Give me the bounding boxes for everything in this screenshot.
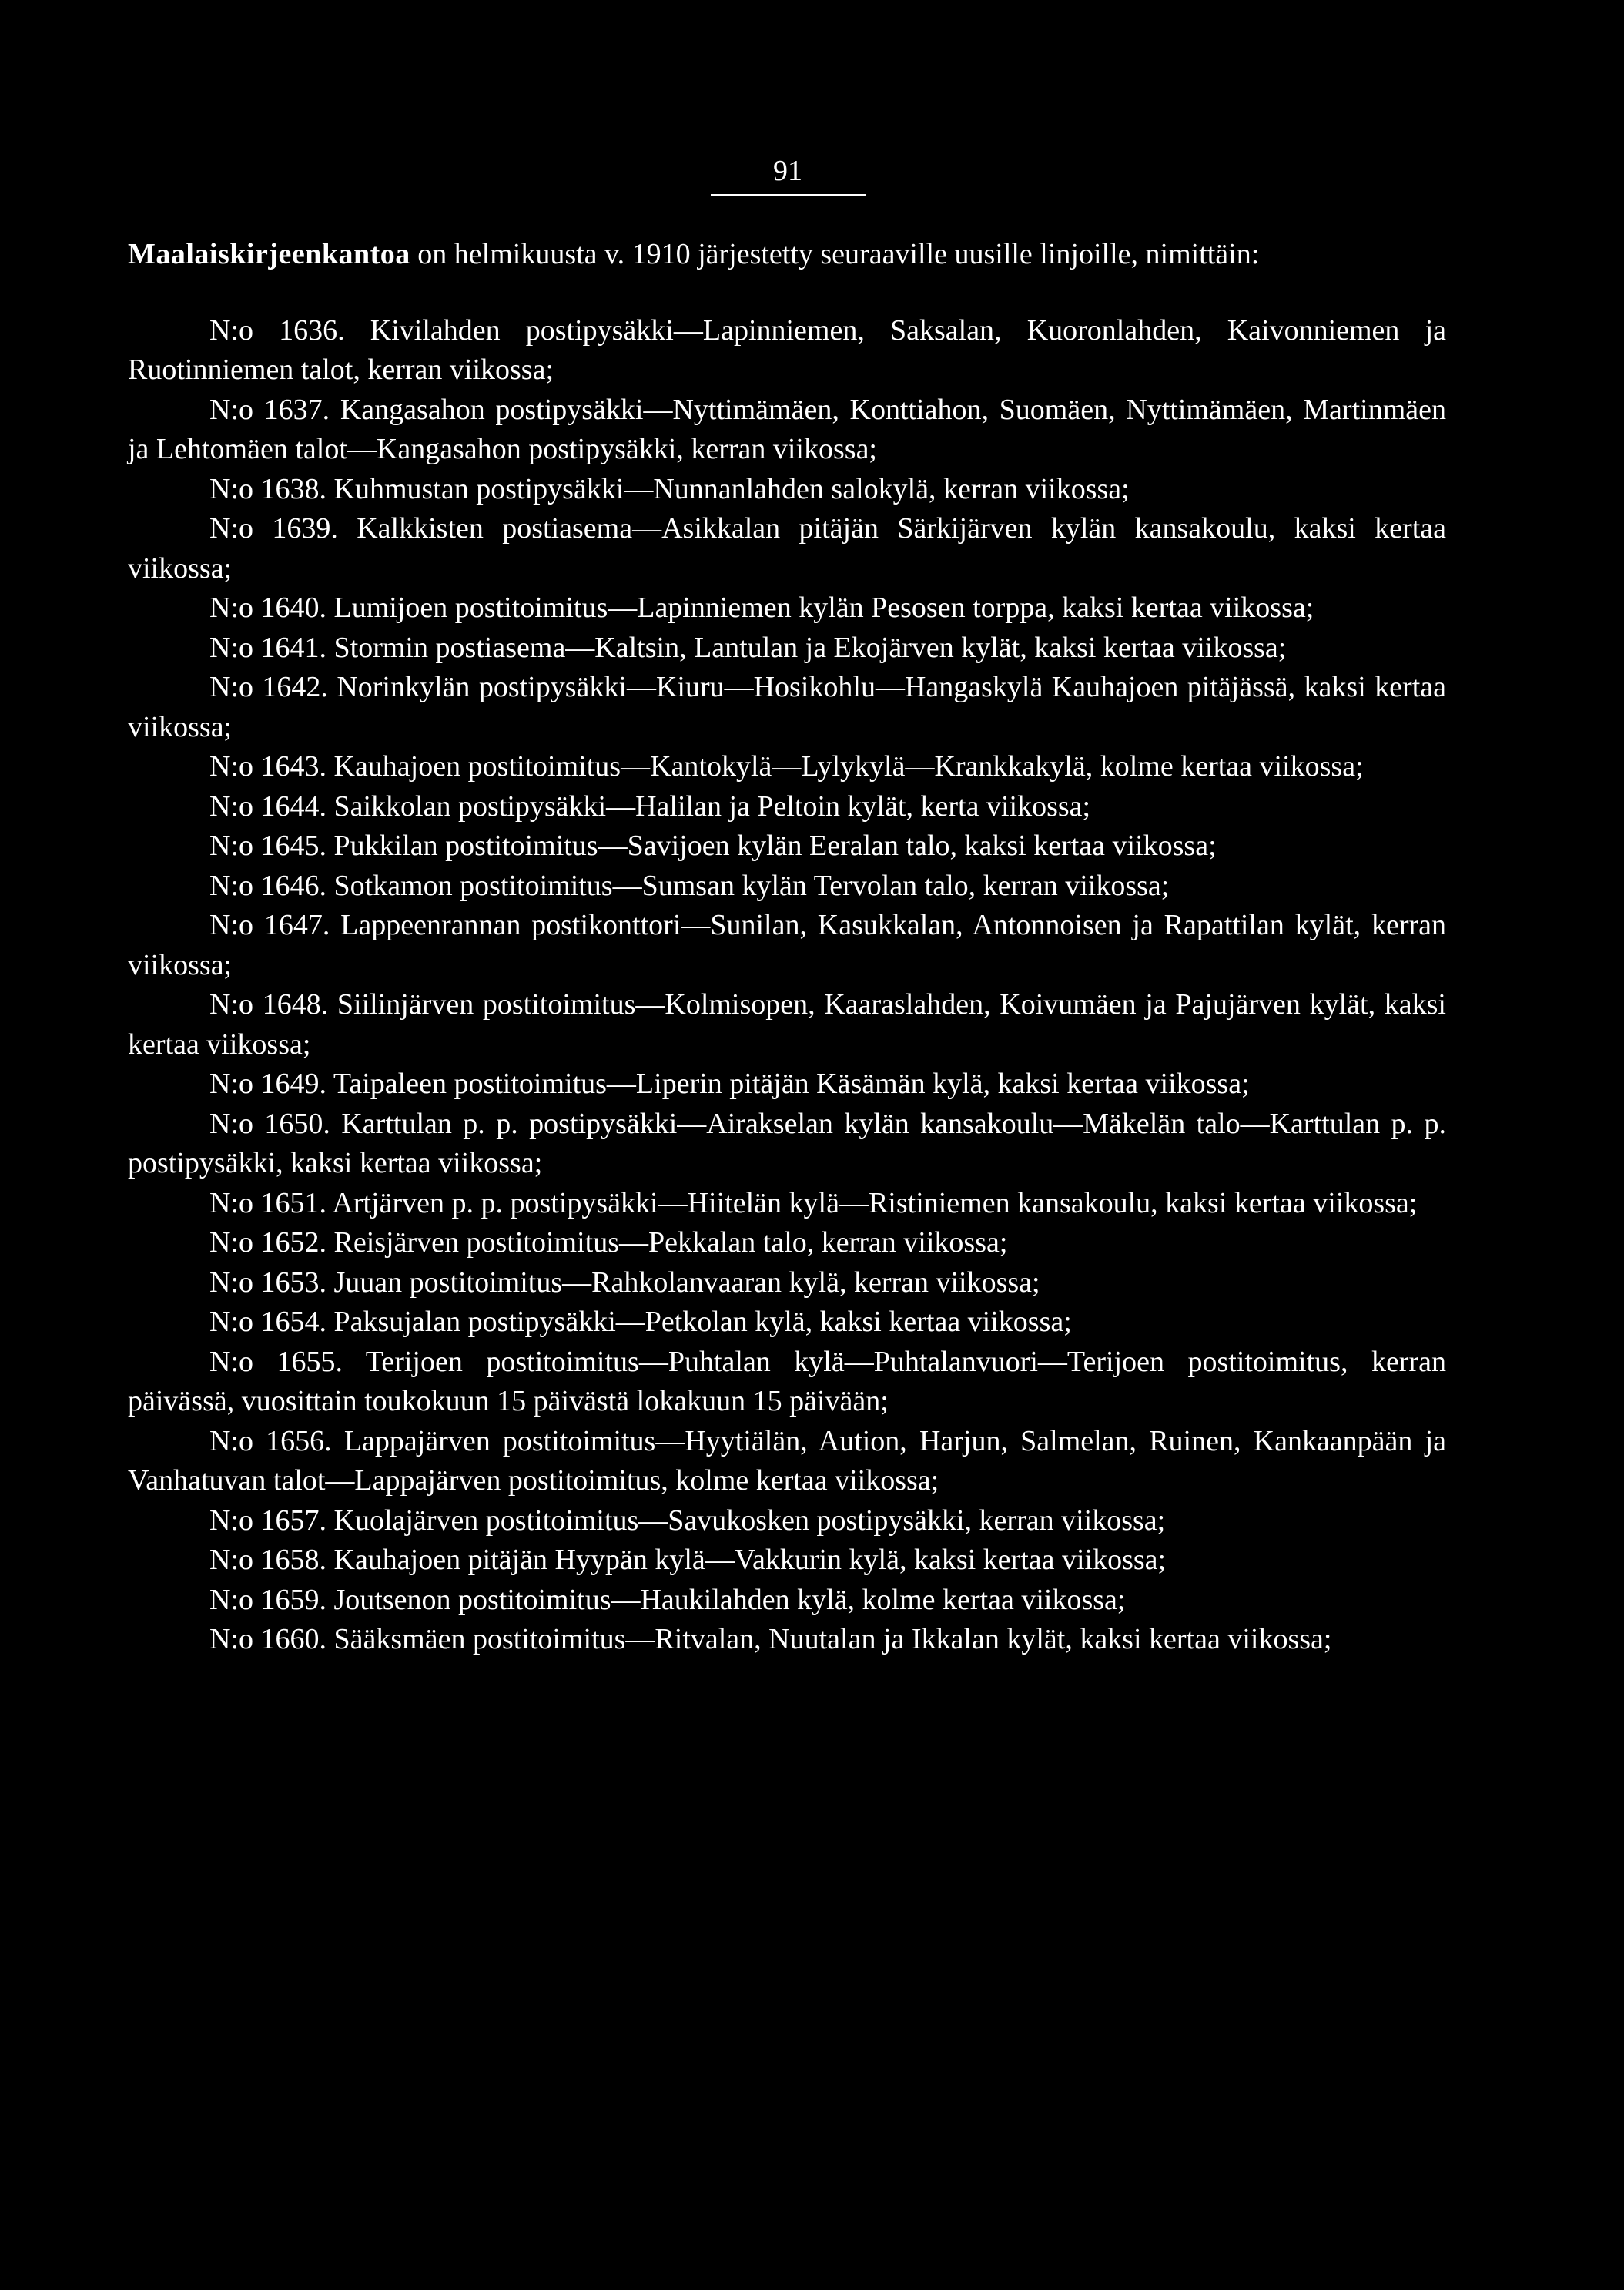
entry-1641: N:o 1641. Stormin postiasema—Kaltsin, Lantulan ja Ekojärven kylät, kaksi kertaa viikossa; bbox=[209, 631, 1287, 664]
entry-1644: N:o 1644. Saikkolan postipysäkki—Halilan ja Peltoin kylät, kerta viikossa; bbox=[209, 790, 1091, 823]
entry-1652: N:o 1652. Reisjärven postitoimitus—Pekkalan talo, kerran viikossa; bbox=[209, 1226, 1008, 1259]
intro-paragraph bbox=[128, 235, 1446, 275]
entry-1643: N:o 1643. Kauhajoen postitoimitus—Kantokylä—Lylykylä—Krankkakylä, kolme kertaa viikossa; bbox=[209, 750, 1364, 783]
entry-1647: N:o 1647. Lappeenrannan postikonttori—Sunilan, Kasukkalan, Antonnoisen ja Rapattilan kylät, kerran viikossa; bbox=[128, 909, 1446, 981]
entry-1649: N:o 1649. Taipaleen postitoimitus—Liperin pitäjän Käsämän kylä, kaksi kertaa viikossa; bbox=[209, 1068, 1250, 1100]
entry-1636: N:o 1636. Kivilahden postipysäkki—Lapinniemen, Saksalan, Kuoronlahden, Kaivonniemen ja Ruotinniemen talot, kerran viikossa; bbox=[128, 313, 1446, 386]
entry-1653: N:o 1653. Juuan postitoimitus—Rahkolanvaaran kylä, kerran viikossa; bbox=[209, 1266, 1040, 1299]
page-number-rule bbox=[711, 194, 866, 196]
entry-1639: N:o 1639. Kalkkisten postiasema—Asikkalan pitäjän Särkijärven kylän kansakoulu, kaksi kertaa viikossa; bbox=[128, 512, 1446, 585]
entry-1657: N:o 1657. Kuolajärven postitoimitus—Savukosken postipysäkki, kerran viikossa; bbox=[209, 1504, 1166, 1537]
entry-1658: N:o 1658. Kauhajoen pitäjän Hyypän kylä—Vakkurin kylä, kaksi kertaa viikossa; bbox=[209, 1544, 1167, 1576]
entry-1645: N:o 1645. Pukkilan postitoimitus—Savijoen kylän Eeralan talo, kaksi kertaa viikossa; bbox=[209, 830, 1217, 862]
entry-1648: N:o 1648. Siilinjärven postitoimitus—Kolmisopen, Kaaraslahden, Koivumäen ja Pajujärven kylät, kaksi kertaa viikossa; bbox=[128, 988, 1446, 1061]
entry-1660: N:o 1660. Sääksmäen postitoimitus—Ritvalan, Nuutalan ja Ikkalan kylät, kaksi kertaa viikossa; bbox=[209, 1623, 1332, 1655]
entry-1642: N:o 1642. Norinkylän postipysäkki—Kiuru—Hosikohlu—Hangaskylä Kauhajoen pitäjässä, kaksi kertaa viikossa; bbox=[128, 671, 1446, 743]
entry-1651: N:o 1651. Artjärven p. p. postipysäkki—Hiitelän kylä—Ristiniemen kansakoulu, kaksi kertaa viikossa; bbox=[209, 1186, 1418, 1219]
entry-1650: N:o 1650. Karttulan p. p. postipysäkki—Airakselan kylän kansakoulu—Mäkelän talo—Karttulan p. p. postipysäkki, kaksi kertaa viikossa; bbox=[128, 1107, 1446, 1179]
entry-1659: N:o 1659. Joutsenon postitoimitus—Haukilahden kylä, kolme kertaa viikossa; bbox=[209, 1583, 1126, 1616]
entry-1638: N:o 1638. Kuhmustan postipysäkki—Nunnanlahden salokylä, kerran viikossa; bbox=[209, 472, 1130, 505]
body-text bbox=[128, 235, 1446, 1660]
entry-1656: N:o 1656. Lappajärven postitoimitus—Hyytiälän, Aution, Harjun, Salmelan, Ruinen, Kankaanpään ja Vanhatuvan talot—Lappajärven postitoimitus, kolme kertaa viikossa; bbox=[128, 1424, 1446, 1497]
entry-1637: N:o 1637. Kangasahon postipysäkki—Nyttimämäen, Konttiahon, Suomäen, Nyttimämäen, Martinmäen ja Lehtomäen talot—Kangasahon postipysäkki, kerran viikossa; bbox=[128, 393, 1446, 465]
entry-1646: N:o 1646. Sotkamon postitoimitus—Sumsan kylän Tervolan talo, kerran viikossa; bbox=[209, 869, 1170, 902]
entry-1640: N:o 1640. Lumijoen postitoimitus—Lapinniemen kylän Pesosen torppa, kaksi kertaa viikossa; bbox=[209, 592, 1314, 624]
intro-heading: Maalaiskirjeenkantoa bbox=[128, 238, 410, 270]
page-number: 91 bbox=[773, 155, 802, 187]
entry-1654: N:o 1654. Paksujalan postipysäkki—Petkolan kylä, kaksi kertaa viikossa; bbox=[209, 1306, 1072, 1338]
entry-1655: N:o 1655. Terijoen postitoimitus—Puhtalan kylä—Puhtalanvuori—Terijoen postitoimitus, kerran päivässä, vuosittain toukokuun 15 päivästä lokakuun 15 päivään; bbox=[128, 1345, 1446, 1417]
intro-text: on helmikuusta v. 1910 järjestetty seuraaville uusille linjoille, nimittäin: bbox=[410, 238, 1260, 270]
